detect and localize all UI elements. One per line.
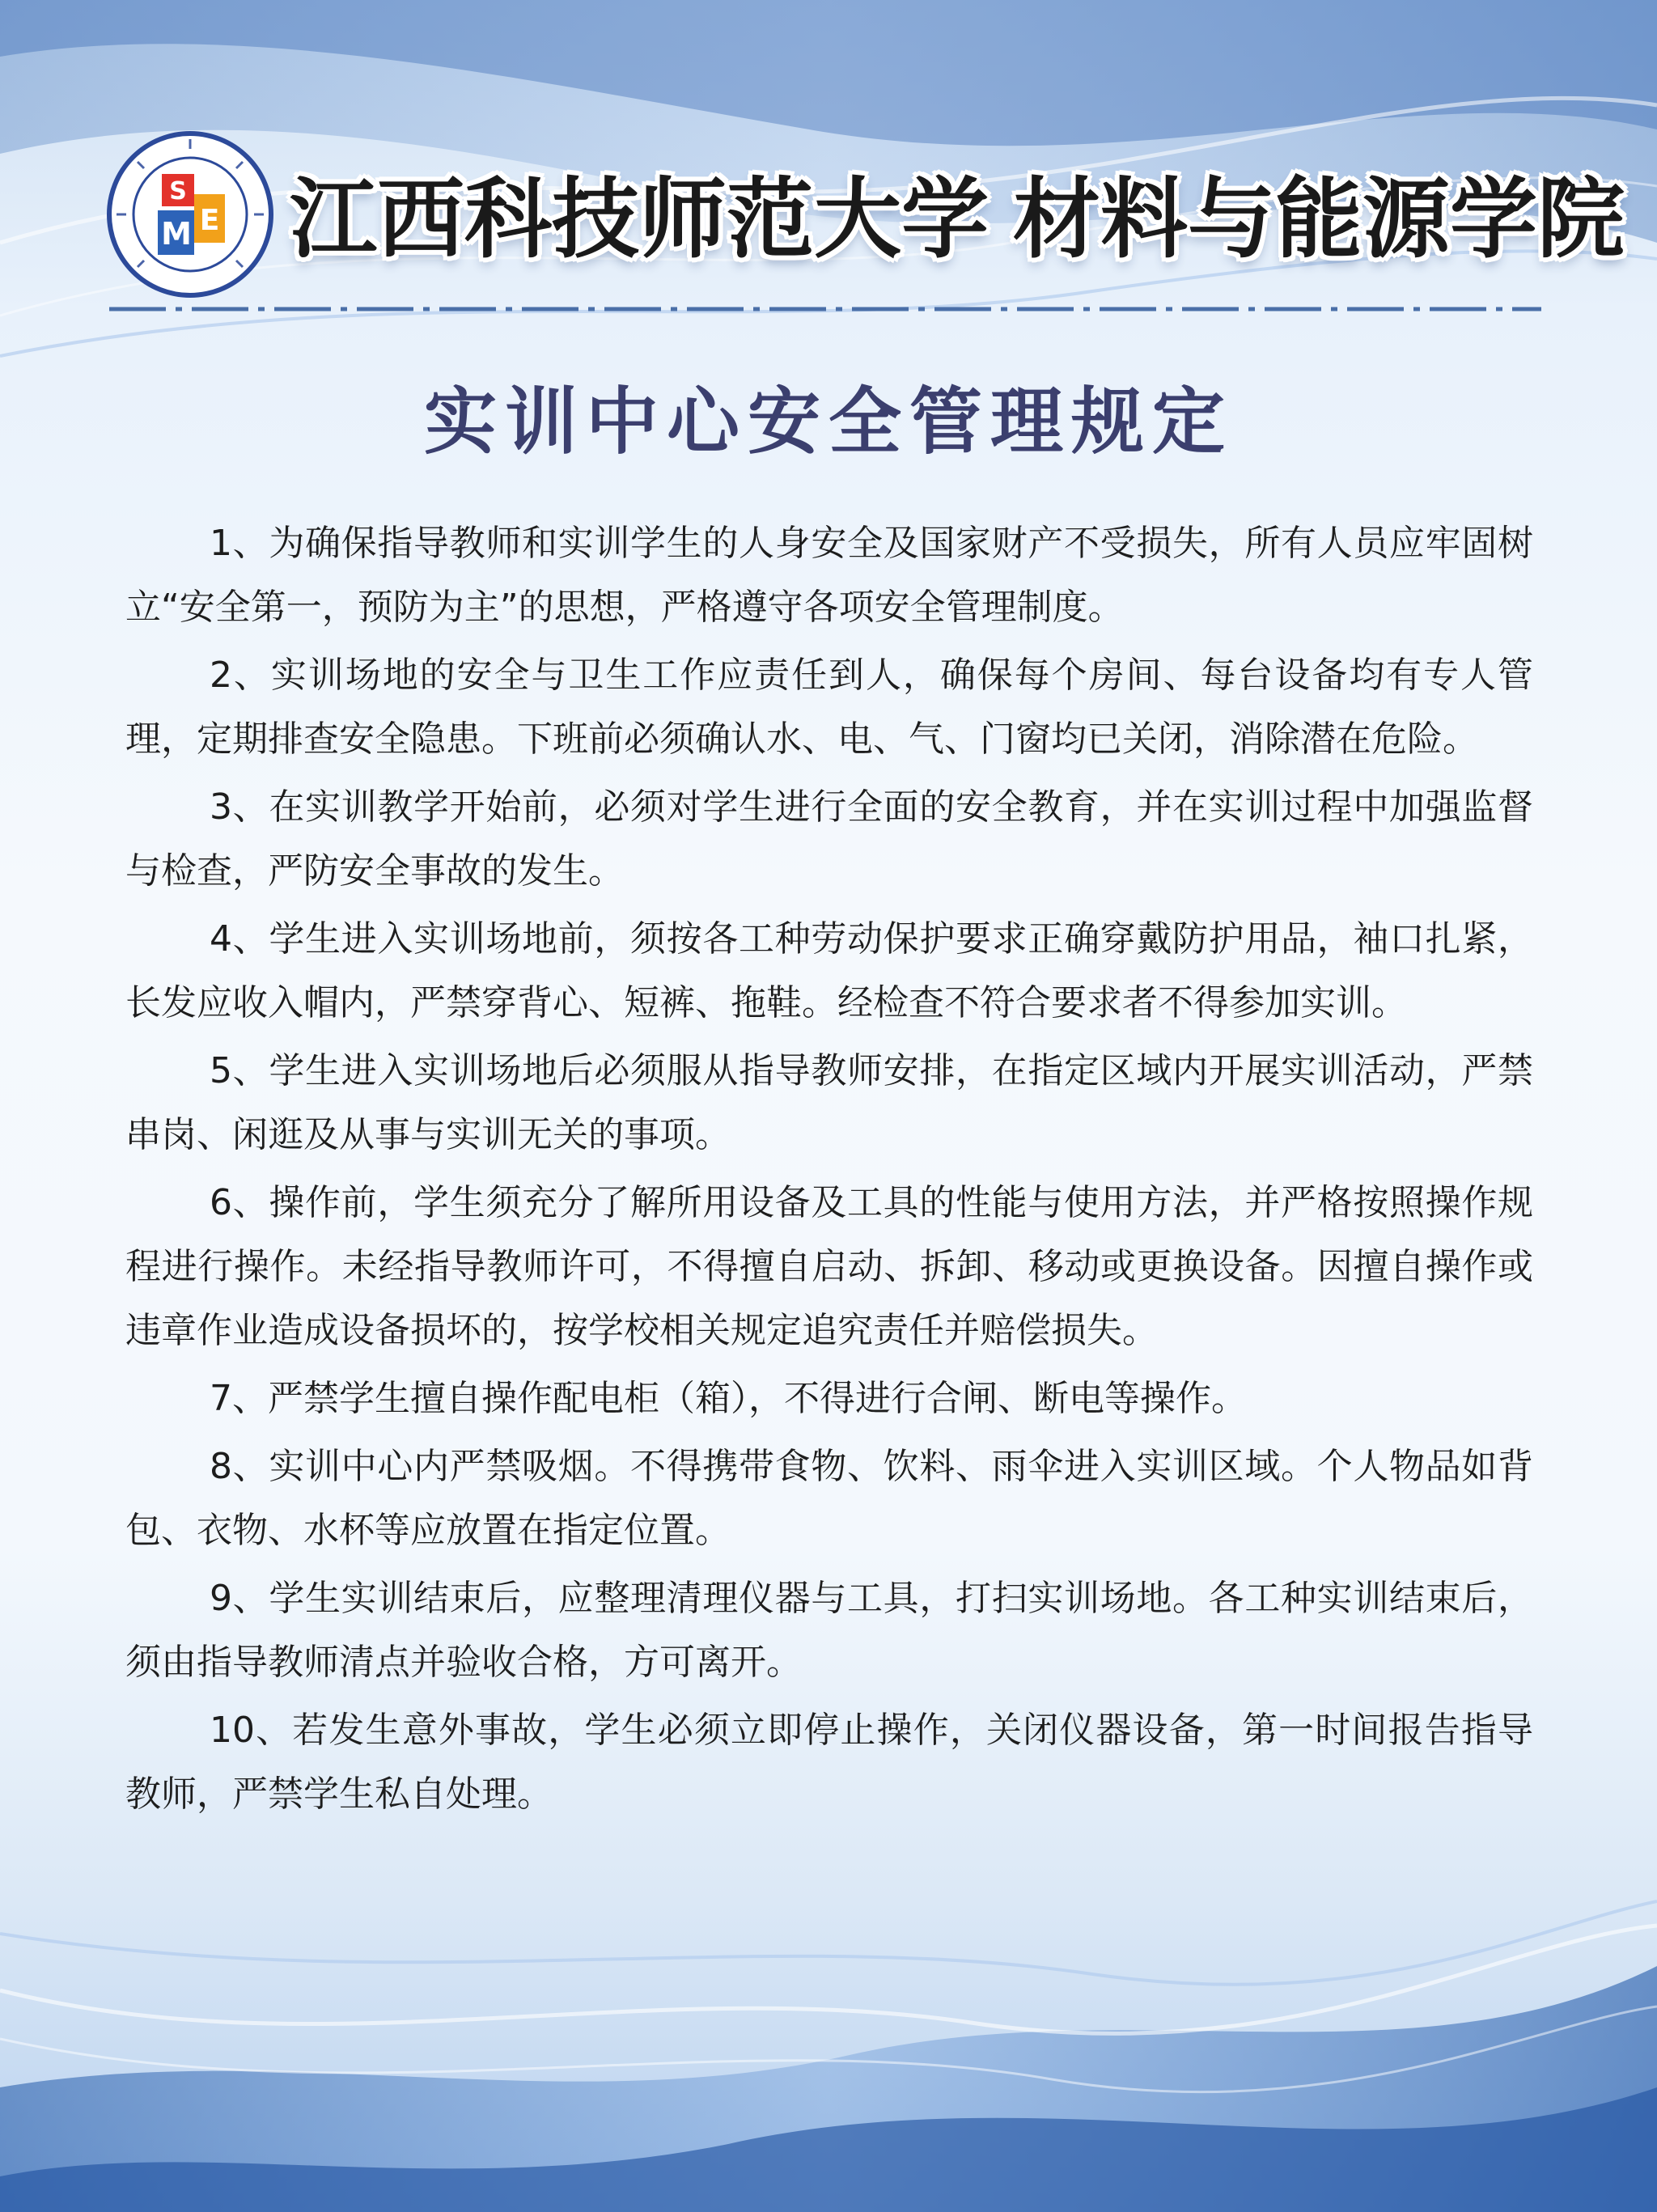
- bottom-wave-line-3: [0, 1901, 1657, 1985]
- rule-item: 9、学生实训结束后，应整理清理仪器与工具，打扫实训场地。各工种实训结束后，须由指导教师清点并验收合格，方可离开。: [125, 1578, 1533, 1683]
- rule-item: 10、若发生意外事故，学生必须立即停止操作，关闭仪器设备，第一时间报告指导教师，严禁学生私自处理。: [125, 1710, 1533, 1815]
- university-name: 江西科技师范大学: [290, 169, 990, 270]
- svg-text:E: E: [199, 204, 220, 237]
- rule-item: 3、在实训教学开始前，必须对学生进行全面的安全教育，并在实训过程中加强监督与检查，严防安全事故的发生。: [125, 786, 1533, 892]
- school-title: [290, 149, 1625, 274]
- svg-text:S: S: [169, 177, 187, 206]
- bottom-wave-line-1: [0, 1926, 1657, 2033]
- school-name: 材料与能源学院: [1013, 169, 1625, 270]
- rule-item: 5、学生进入实训场地后必须服从指导教师安排，在指定区域内开展实训活动，严禁串岗、闲逛及从事与实训无关的事项。: [125, 1050, 1533, 1155]
- rule-item: 1、为确保指导教师和实训学生的人身安全及国家财产不受损失，所有人员应牢固树立“安全第一，预防为主”的思想，严格遵守各项安全管理制度。: [125, 523, 1533, 628]
- rule-item: 2、实训场地的安全与卫生工作应责任到人，确保每个房间、每台设备均有专人管理，定期排查安全隐患。下班前必须确认水、电、气、门窗均已关闭，消除潜在危险。: [125, 655, 1533, 760]
- document-title: 实训中心安全管理规定: [424, 379, 1233, 464]
- school-logo: [105, 129, 275, 299]
- svg-text:M: M: [161, 216, 192, 252]
- rule-item: 8、实训中心内严禁吸烟。不得携带食物、饮料、雨伞进入实训区域。个人物品如背包、衣物、水杯等应放置在指定位置。: [125, 1446, 1533, 1551]
- header: [105, 121, 1625, 307]
- rule-item: 6、操作前，学生须充分了解所用设备及工具的性能与使用方法，并严格按照操作规程进行操作。未经指导教师许可，不得擅自启动、拆卸、移动或更换设备。因擅自操作或违章作业造成设备损坏的，按学校相关规定追究责任并赔偿损失。: [125, 1182, 1533, 1351]
- rule-item: 7、严禁学生擅自操作配电柜（箱），不得进行合闸、断电等操作。: [210, 1378, 1247, 1419]
- header-divider: [109, 303, 1541, 315]
- rule-item: 4、学生进入实训场地前，须按各工种劳动保护要求正确穿戴防护用品，袖口扎紧，长发应收入帽内，严禁穿背心、短裤、拖鞋。经检查不符合要求者不得参加实训。: [125, 918, 1533, 1023]
- rules-list: [125, 511, 1533, 1830]
